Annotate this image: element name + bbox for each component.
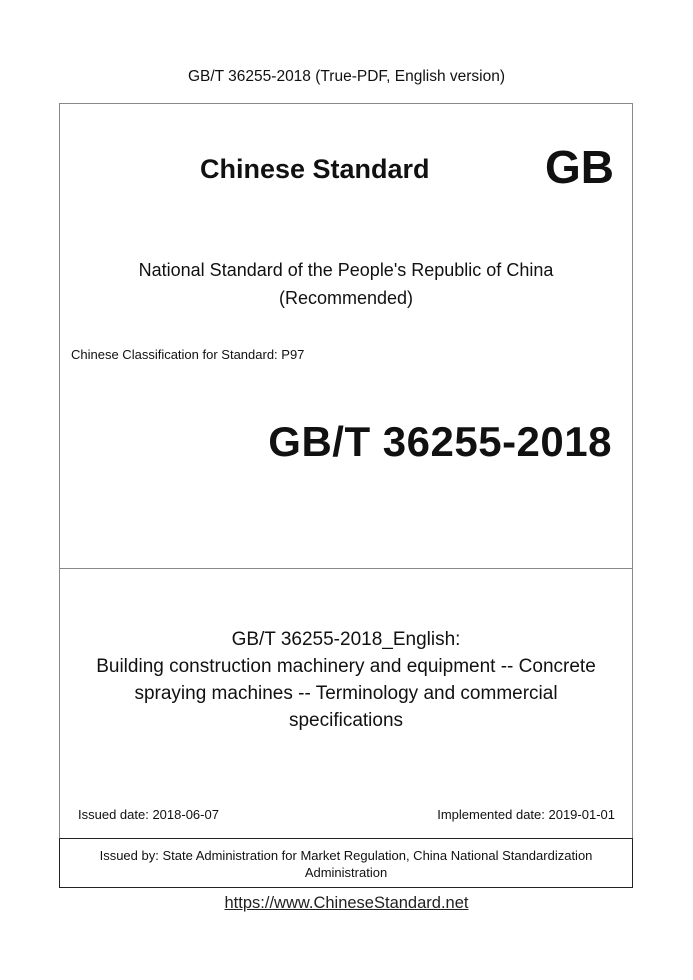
national-line-1: National Standard of the People's Republic of China [138, 260, 554, 280]
standard-type-title: Chinese Standard [200, 154, 430, 184]
document-title-line-3: spraying machines -- Terminology and commercial [134, 683, 558, 704]
national-line-2: (Recommended) [278, 288, 414, 308]
issued-by-line-1: Issued by: State Administration for Market Regulation, China National Standardization [99, 848, 593, 863]
standard-number: GB/T 36255-2018 [268, 418, 612, 465]
national-standard-label [59, 256, 633, 312]
implemented-date: Implemented date: 2019-01-01 [437, 807, 615, 822]
gb-mark: GB [545, 141, 614, 193]
issued-by-line-2: Administration [304, 865, 388, 880]
document-title-line-4: specifications [288, 710, 404, 731]
document-title [66, 626, 626, 734]
issued-by-box [59, 838, 633, 888]
document-title-line-2: Building construction machinery and equipment -- Concrete [96, 656, 596, 677]
document-title-line-1: GB/T 36255-2018_English: [231, 629, 461, 650]
page-header: GB/T 36255-2018 (True-PDF, English version) [187, 68, 506, 85]
website-link[interactable]: https://www.ChineseStandard.net [224, 894, 469, 912]
classification-label: Chinese Classification for Standard: P97 [71, 347, 305, 362]
issued-date: Issued date: 2018-06-07 [78, 807, 219, 822]
